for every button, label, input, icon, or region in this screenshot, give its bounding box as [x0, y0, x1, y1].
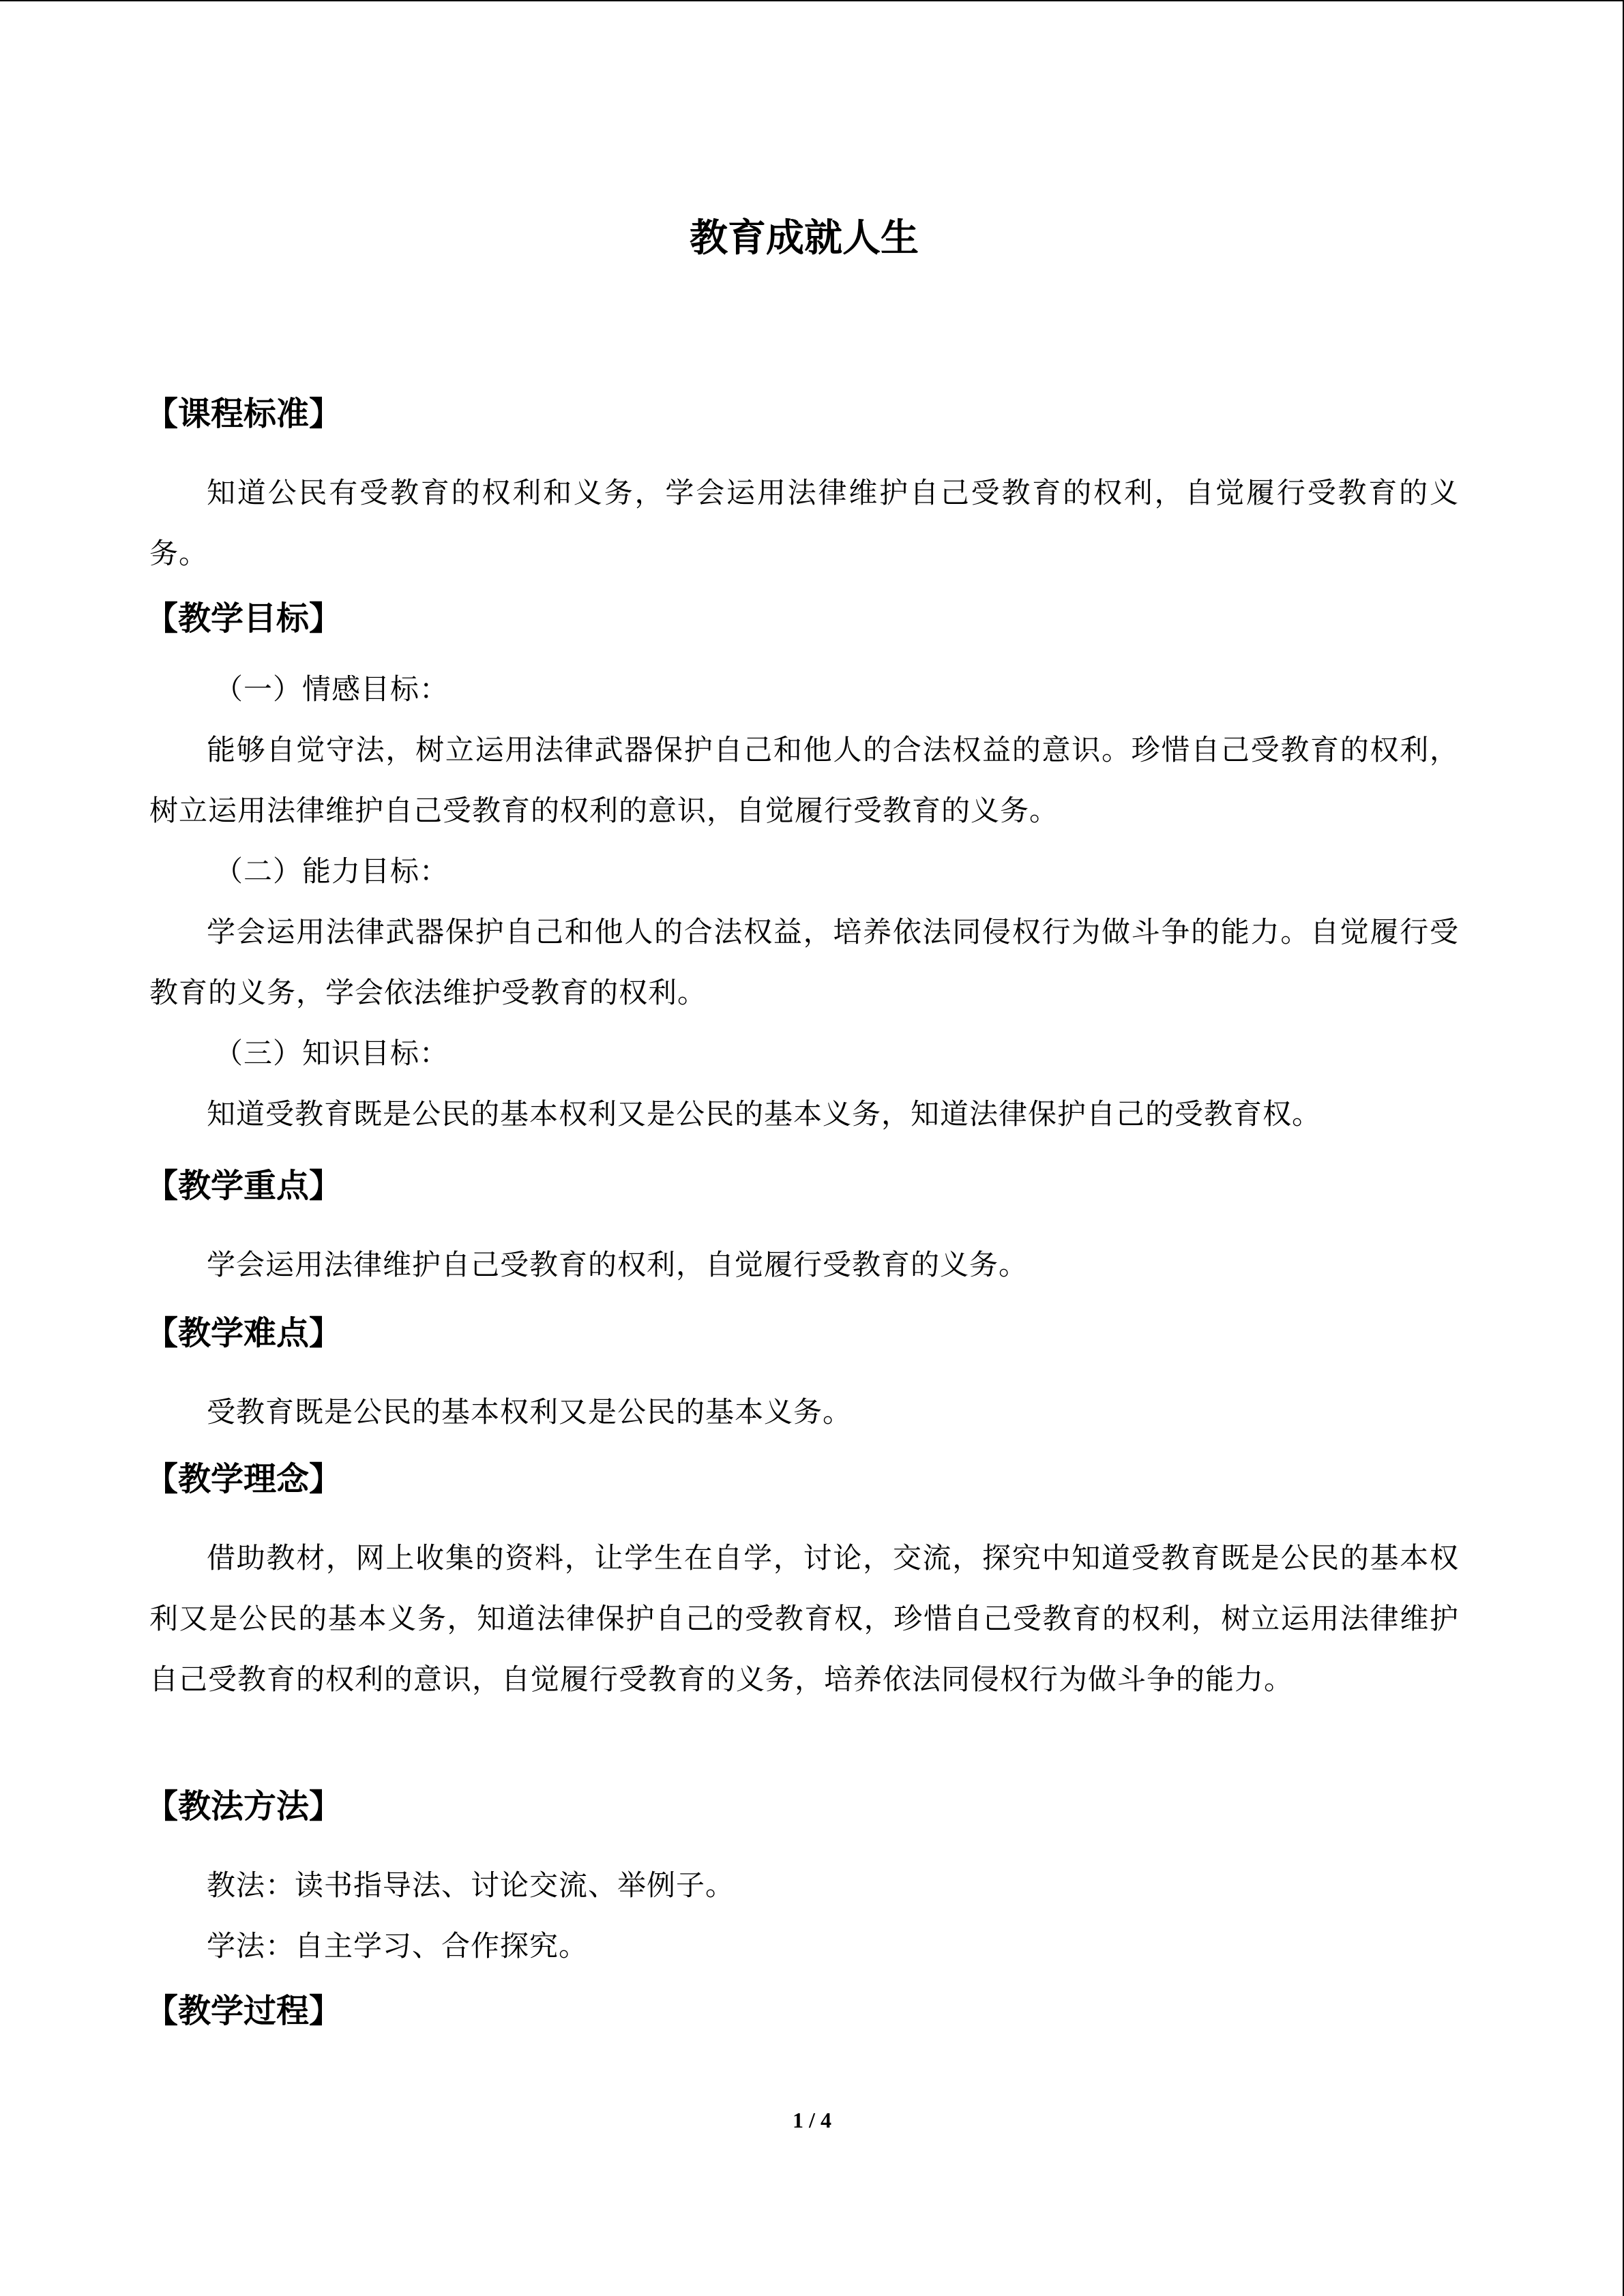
- paragraph: 受教育既是公民的基本权利又是公民的基本义务。: [207, 1395, 853, 1429]
- paragraph: 能够自觉守法，树立运用法律武器保护自己和他人的合法权益的意识。珍惜自己受教育的权利，树立运用法律维护自己受教育的权利的意识，自觉履行受教育的义务。: [149, 733, 1459, 827]
- section-heading: 【教学难点】: [145, 1314, 342, 1352]
- subheading-emotion: （一）情感目标：: [214, 672, 449, 706]
- page-number: 1 / 4: [793, 2108, 831, 2132]
- paragraph-teaching-method: 教法：读书指导法、讨论交流、举例子。: [207, 1868, 735, 1902]
- section-standard: [145, 383, 1459, 584]
- section-heading: 【教学重点】: [145, 1167, 342, 1205]
- section-methods: [145, 1776, 1459, 1976]
- subheading-ability: （二）能力目标：: [214, 854, 449, 888]
- subheading-knowledge: （三）知识目标：: [214, 1037, 449, 1070]
- section-heading: 【教法方法】: [145, 1787, 342, 1825]
- section-heading: 【教学理念】: [145, 1460, 342, 1498]
- section-philosophy: [145, 1448, 1459, 1710]
- section-heading: 【课程标准】: [145, 395, 342, 433]
- paragraph: 借助教材，网上收集的资料，让学生在自学，讨论，交流，探究中知道受教育既是公民的基本权利又是公民的基本义务，知道法律保护自己的受教育权，珍惜自己受教育的权利，树立运用法律维护自己受教育的权利的意识，自觉履行受教育的义务，培养依法同侵权行为做斗争的能力。: [149, 1541, 1459, 1696]
- document-title: 教育成就人生: [690, 216, 919, 260]
- paragraph-learning-method: 学法：自主学习、合作探究。: [207, 1929, 589, 1963]
- paragraph: 知道受教育既是公民的基本权利又是公民的基本义务，知道法律保护自己的受教育权。: [207, 1097, 1322, 1131]
- paragraph: 学会运用法律武器保护自己和他人的合法权益，培养依法同侵权行为做斗争的能力。自觉履行受教育的义务，学会依法维护受教育的权利。: [149, 915, 1459, 1009]
- section-goals: [145, 588, 1459, 1144]
- section-difficulties: [145, 1302, 1459, 1442]
- section-heading: 【教学目标】: [145, 599, 342, 638]
- section-process: [145, 1980, 1459, 2042]
- paragraph: 知道公民有受教育的权利和义务，学会运用法律维护自己受教育的权利，自觉履行受教育的义务。: [149, 476, 1459, 570]
- section-heading: 【教学过程】: [145, 1992, 342, 2030]
- paragraph: 学会运用法律维护自己受教育的权利，自觉履行受教育的义务。: [207, 1248, 1029, 1281]
- section-key-points: [145, 1155, 1459, 1295]
